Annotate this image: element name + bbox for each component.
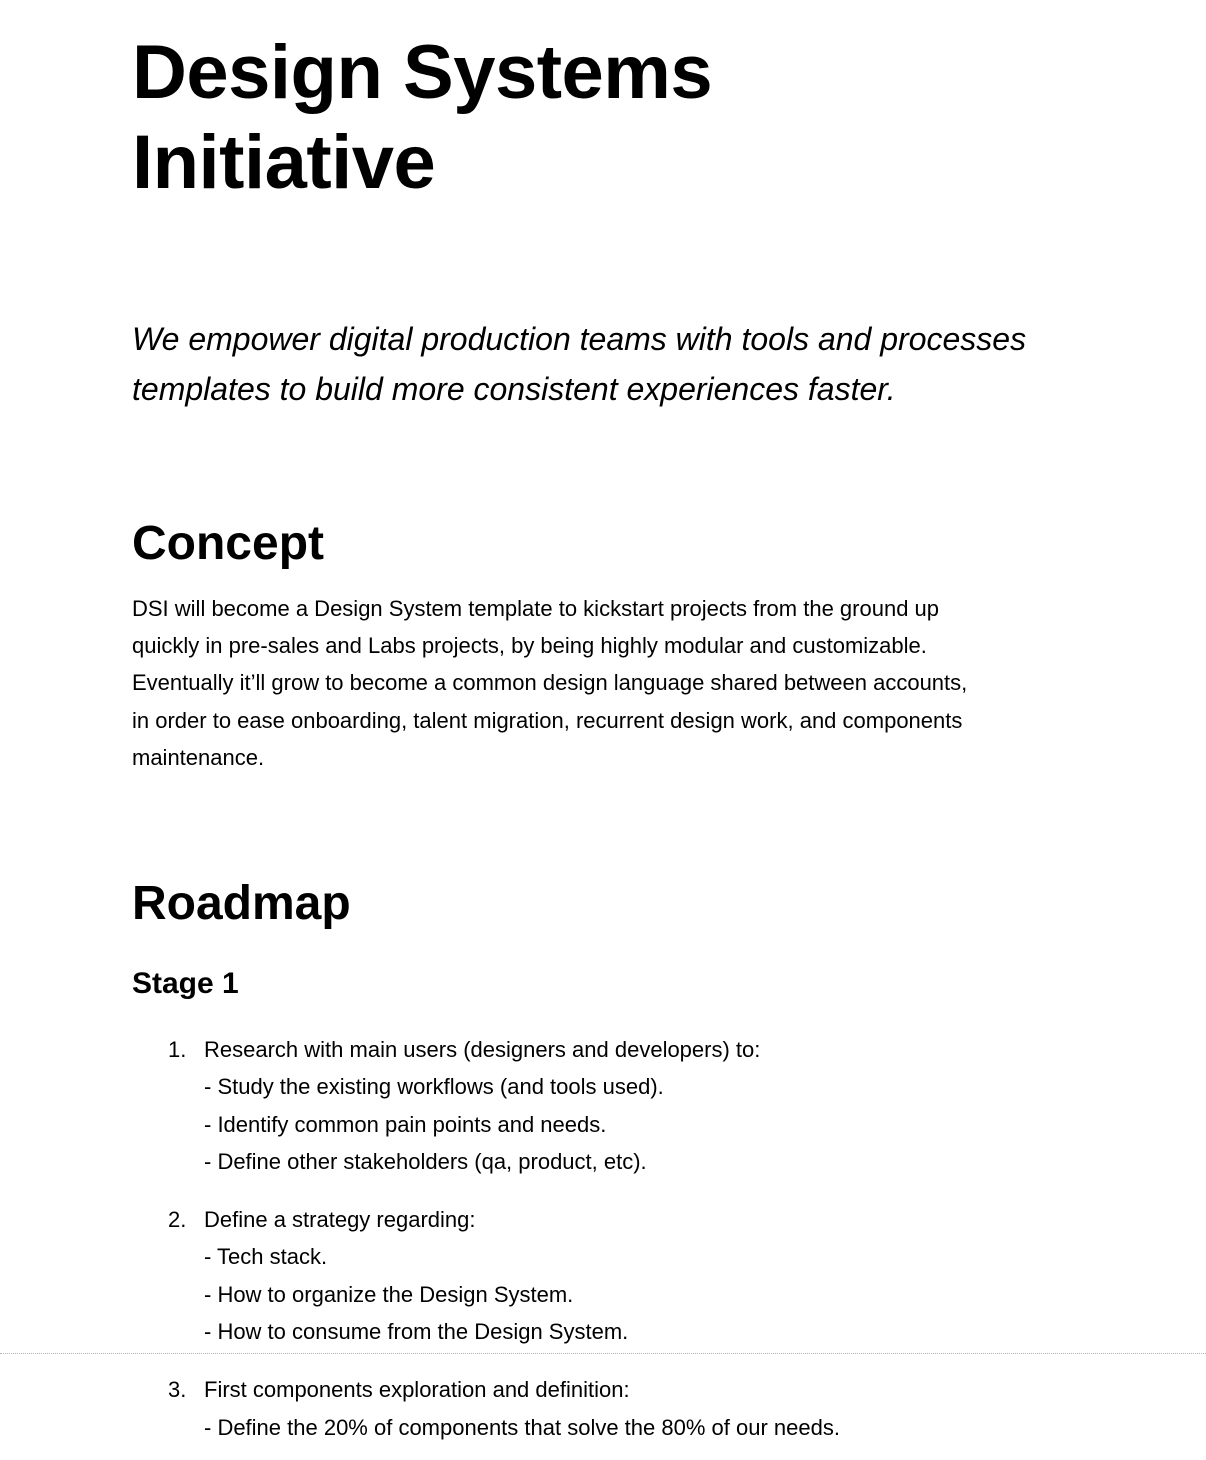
list-item [132,1201,1092,1350]
tagline-line-2: templates to build more consistent experiences faster. [132,371,896,407]
list-item-line: - Study the existing workflows (and tools used). [204,1074,664,1100]
document-title-line-1: Design Systems [132,30,713,115]
concept-line: maintenance. [132,744,265,770]
list-item [132,1371,1092,1446]
list-item-number: 3. [168,1377,187,1403]
list-item-line: First components exploration and definition: [204,1377,630,1403]
list-item-line: - Identify common pain points and needs. [204,1111,607,1137]
document-title-line-2: Initiative [132,120,436,205]
list-item-line: Define a strategy regarding: [204,1207,476,1233]
list-item-number: 1. [168,1037,187,1062]
list-item-line: - How to consume from the Design System. [204,1319,629,1345]
list-item-line: - Define the 20% of components that solve the 80% of our needs. [204,1414,840,1440]
concept-line: Eventually it’ll grow to become a common design language shared between accounts, [132,670,968,696]
list-item-number: 2. [168,1207,187,1233]
concept-line: DSI will become a Design System template to kickstart projects from the ground up [132,596,940,621]
list-item-line: Research with main users (designers and developers) to: [204,1037,761,1062]
concept-line: in order to ease onboarding, talent migration, recurrent design work, and components [132,707,963,733]
list-item-line: - Define other stakeholders (qa, product, etc). [204,1148,647,1174]
roadmap-steps-list [132,1031,1092,1446]
roadmap-heading: Roadmap [132,877,351,930]
concept-heading: Concept [132,517,324,570]
list-item-line: - Tech stack. [204,1244,328,1270]
page-break-divider [0,1353,1206,1354]
document-page [132,0,1092,1440]
document-title [132,0,1092,208]
tagline-line-1: We empower digital production teams with tools and processes [132,321,1027,357]
concept-line: quickly in pre-sales and Labs projects, by being highly modular and customizable. [132,633,927,659]
list-item [132,1031,1092,1180]
list-item-line: - How to organize the Design System. [204,1281,574,1307]
document-tagline [132,314,1092,414]
concept-paragraph [132,590,1062,776]
stage-1-heading: Stage 1 [132,967,239,1000]
